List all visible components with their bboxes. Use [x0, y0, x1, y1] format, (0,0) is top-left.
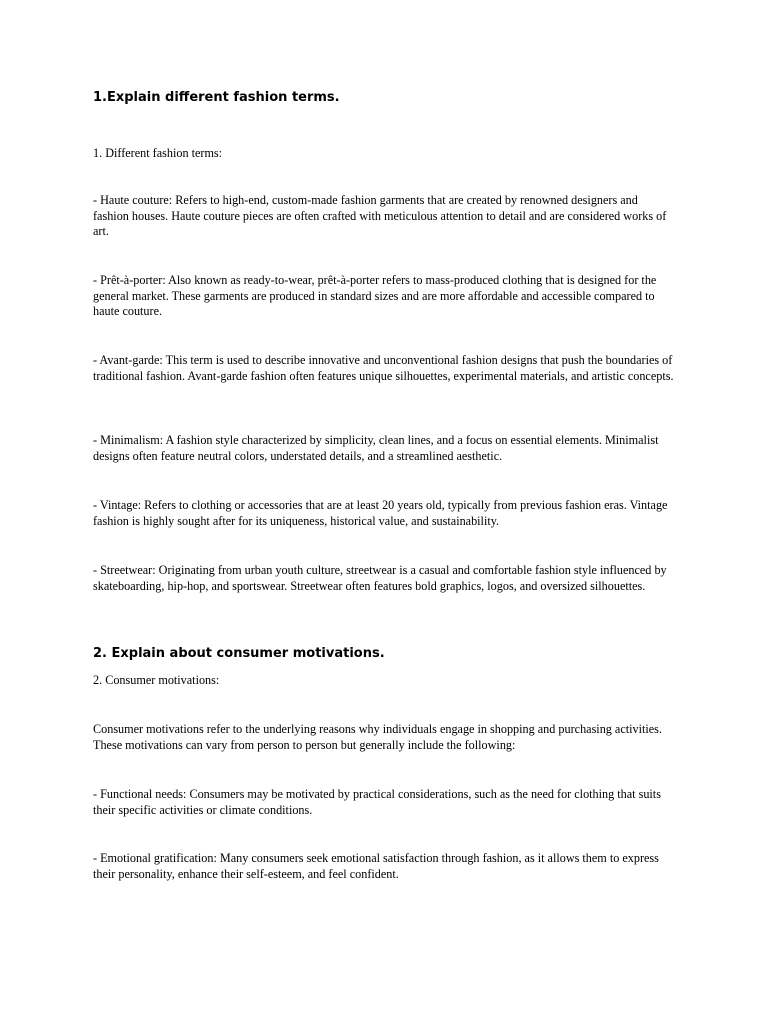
- paragraph-emotional-gratification: - Emotional gratification: Many consumers seek emotional satisfaction through fashion, as it allows them to express their personality, enhance their self-esteem, and feel confident.: [93, 851, 659, 881]
- section1-subheading: 1. Different fashion terms:: [93, 146, 223, 160]
- paragraph-consumer-motivations: Consumer motivations refer to the underlying reasons why individuals engage in shopping and purchasing activities. These motivations can vary from person to person but generally include the following:: [93, 722, 662, 752]
- paragraph-minimalism: - Minimalism: A fashion style characterized by simplicity, clean lines, and a focus on essential elements. Minimalist designs often feature neutral colors, understated details, and a streamlined aesthetic.: [93, 433, 659, 463]
- paragraph-vintage: - Vintage: Refers to clothing or accessories that are at least 20 years old, typically from previous fashion eras. Vintage fashion is highly sought after for its uniqueness, historical value, and sustainability.: [93, 498, 668, 528]
- paragraph-pret-a-porter: - Prêt-à-porter: Also known as ready-to-wear, prêt-à-porter refers to mass-produced clothing that is designed for the general market. These garments are produced in standard sizes and are more affordable and accessible compared to haute couture.: [93, 273, 657, 319]
- section2-heading: 2. Explain about consumer motivations.: [93, 646, 385, 661]
- paragraph-streetwear: - Streetwear: Originating from urban youth culture, streetwear is a casual and comfortable fashion style influenced by skateboarding, hip-hop, and sportswear. Streetwear often features bold graphics, logos, and oversized silhouettes.: [93, 563, 667, 593]
- paragraph-haute-couture: - Haute couture: Refers to high-end, custom-made fashion garments that are created by renowned designers and fashion houses. Haute couture pieces are often crafted with meticulous attention to detail and are considered works of art.: [93, 193, 667, 239]
- section2-subheading: 2. Consumer motivations:: [93, 673, 220, 687]
- paragraph-functional-needs: - Functional needs: Consumers may be motivated by practical considerations, such as the need for clothing that suits their specific activities or climate conditions.: [93, 787, 661, 817]
- section1-heading: 1.Explain different fashion terms.: [93, 90, 340, 105]
- paragraph-avant-garde: - Avant-garde: This term is used to describe innovative and unconventional fashion designs that push the boundaries of traditional fashion. Avant-garde fashion often features unique silhouettes, experimental materials, and artistic concepts.: [93, 353, 674, 383]
